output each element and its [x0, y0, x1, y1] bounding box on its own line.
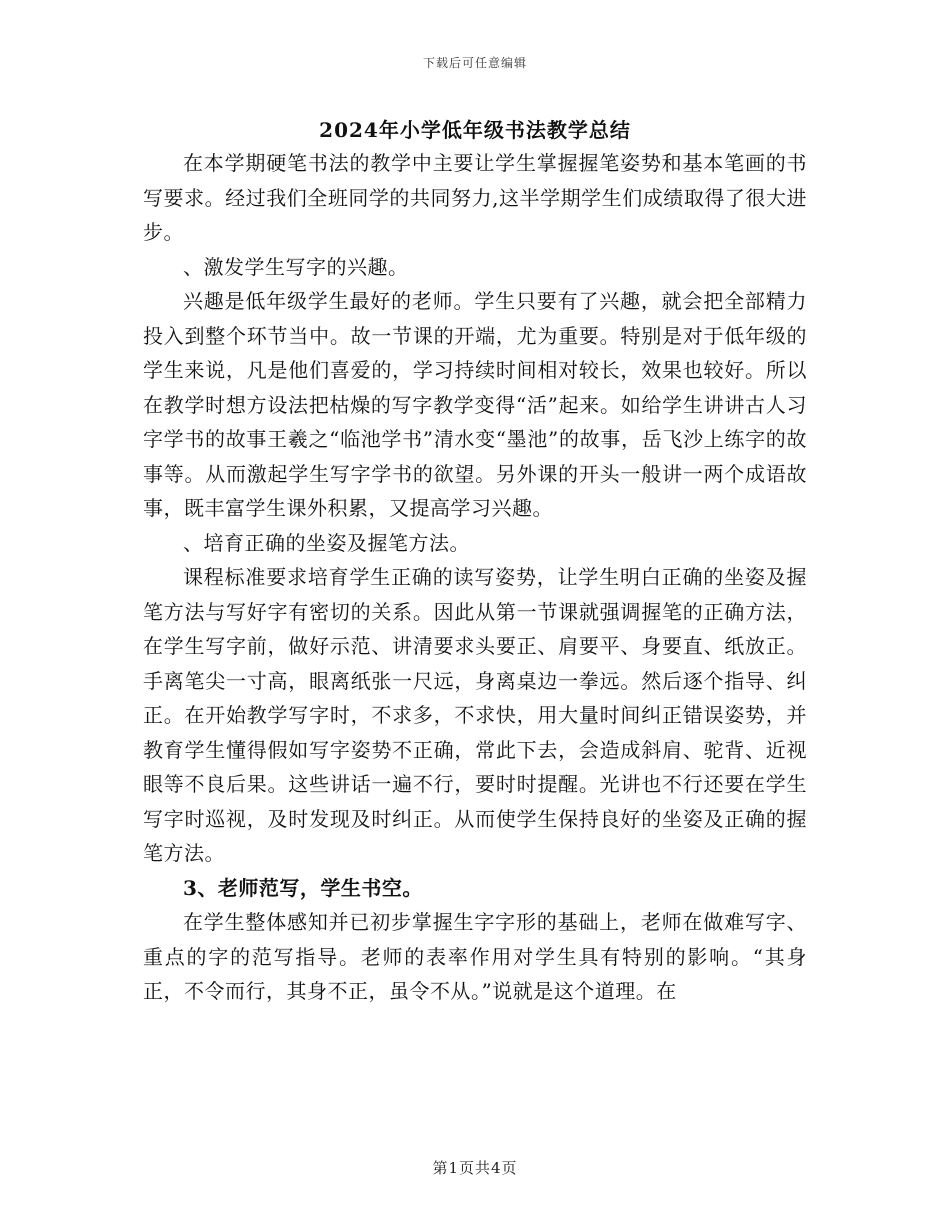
page-header-note: 下载后可任意编辑: [422, 56, 527, 70]
section-heading-posture: 、培育正确的坐姿及握笔方法。: [183, 530, 470, 555]
paragraph-interest: 兴趣是低年级学生最好的老师。学生只要有了兴趣，就会把全部精力投入到整个环节当中。故一节课的开端，尤为重要。特别是对于低年级的学生来说，凡是他们喜爱的，学习持续时间相对较长，效果也较好。所以在教学时想方设法把枯燥的写字教学变得“活”起来。如给学生讲讲古人习字学书的故事王羲之“临池学书”清水变“墨池”的故事，岳飞沙上练字的故事等。从而激起学生写字学书的欲望。另外课的开头一般讲一两个成语故事，既丰富学生课外积累，又提高学习兴趣。: [143, 289, 807, 520]
paragraph-intro: 在本学期硬笔书法的教学中主要让学生掌握握笔姿势和基本笔画的书写要求。经过我们全班同学的共同努力,这半学期学生们成绩取得了很大进步。: [143, 151, 807, 244]
document-title: 2024年小学低年级书法教学总结: [319, 118, 631, 142]
page-number: 第1页共4页: [432, 1159, 518, 1177]
section-heading-interest: 、激发学生写字的兴趣。: [183, 254, 409, 279]
paragraph-posture: 课程标准要求培育学生正确的读写姿势，让学生明白正确的坐姿及握笔方法与写好字有密切的关系。因此从第一节课就强调握笔的正确方法，在学生写字前，做好示范、讲清要求头要正、肩要平、身要直、纸放正。手离笔尖一寸高，眼离纸张一尺远，身离桌边一拳远。然后逐个指导、纠正。在开始教学写字时，不求多，不求快，用大量时间纠正错误姿势，并教育学生懂得假如写字姿势不正确，常此下去，会造成斜肩、驼背、近视眼等不良后果。这些讲话一遍不行，要时时提醒。光讲也不行还要在学生写字时巡视，及时发现及时纠正。从而使学生保持良好的坐姿及正确的握笔方法。: [143, 565, 807, 865]
section-heading-demonstration: 3、老师范写，学生书空。: [183, 875, 423, 900]
document-body: [143, 146, 807, 1009]
paragraph-demonstration: 在学生整体感知并已初步掌握生字字形的基础上，老师在做难写字、重点的字的范写指导。老师的表率作用对学生具有特别的影响。“其身正，不令而行，其身不正，虽令不从。”说就是这个道理。在: [143, 910, 807, 1003]
